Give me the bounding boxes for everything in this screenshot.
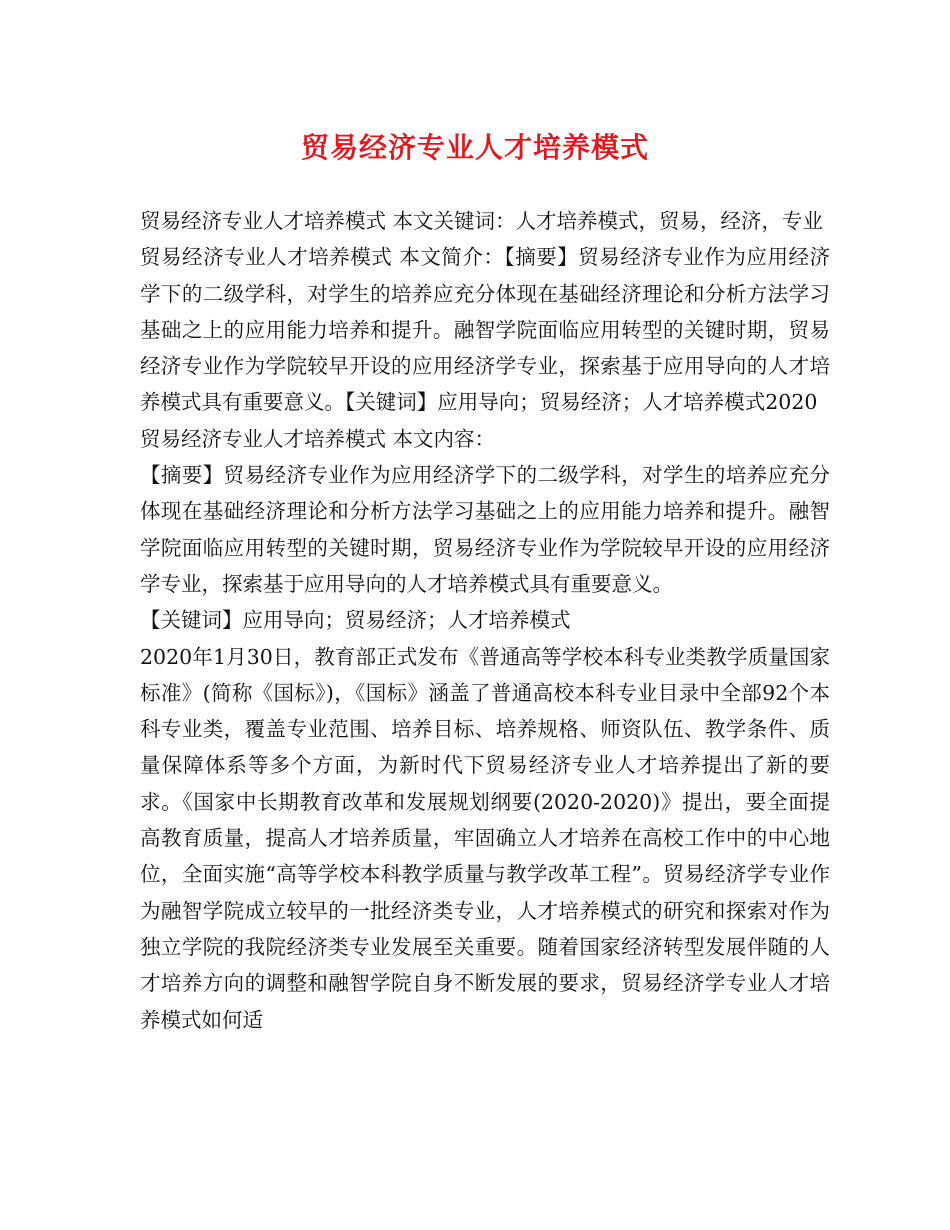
paragraph-summary: 贸易经济专业人才培养模式 本文简介：【摘要】贸易经济专业作为应用经济学下的二级学科，对学生的培养应充分体现在基础经济理论和分析方法学习基础之上的应用能力培养和提升。融智学院面临应用转型的关键时期，贸易经济专业作为学院较早开设的应用经济学专业，探索基于应用导向的人才培养模式具有重要意义。【关键词】应用导向；贸易经济；人才培养模式2020 — [140, 245, 830, 415]
document-title: 贸易经济专业人才培养模式 — [300, 131, 649, 164]
document-body — [140, 203, 830, 1038]
paragraph-keywords: 贸易经济专业人才培养模式 本文关键词：人才培养模式，贸易，经济，专业 — [140, 209, 824, 233]
paragraph-abstract: 【摘要】贸易经济专业作为应用经济学下的二级学科，对学生的培养应充分体现在基础经济理论和分析方法学习基础之上的应用能力培养和提升。融智学院面临应用转型的关键时期，贸易经济专业作为学院较早开设的应用经济学专业，探索基于应用导向的人才培养模式具有重要意义。 — [140, 463, 830, 596]
paragraph-content-heading: 贸易经济专业人才培养模式 本文内容： — [140, 426, 496, 451]
paragraph-main-text: 2020年1月30日，教育部正式发布《普通高等学校本科专业类教学质量国家标准》(简称《国标》)，《国标》涵盖了普通高校本科专业目录中全部92个本科专业类，覆盖专业范围、培养目标、培养规格、师资队伍、教学条件、质量保障体系等多个方面，为新时代下贸易经济专业人才培养提出了新的要求。《国家中长期教育改革和发展规划纲要(2020-2020)》提出，要全面提高教育质量，提高人才培养质量，牢固确立人才培养在高校工作中的中心地位，全面实施“高等学校本科教学质量与教学改革工程”。贸易经济学专业作为融智学院成立较早的一批经济类专业，人才培养模式的研究和探索对作为独立学院的我院经济类专业发展至关重要。随着国家经济转型发展伴随的人才培养方向的调整和融智学院自身不断发展的要求，贸易经济学专业人才培养模式如何适 — [140, 644, 830, 1032]
paragraph-keywords-line: 【关键词】应用导向；贸易经济；人才培养模式 — [140, 608, 571, 633]
